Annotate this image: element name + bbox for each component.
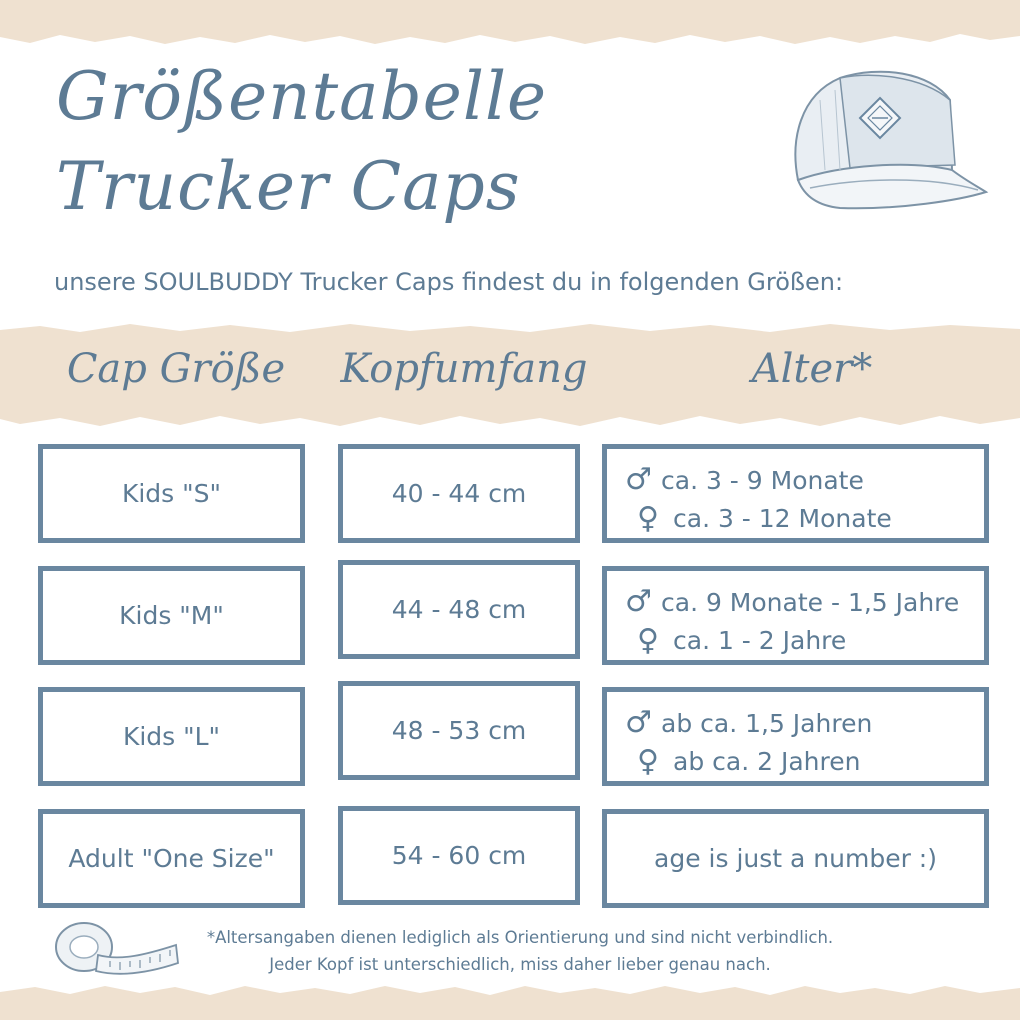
female-symbol-icon: ♀ (637, 743, 659, 779)
age-cell (602, 444, 989, 543)
title-line-2: Trucker Caps (56, 148, 521, 225)
circumference-cell: 44 - 48 cm (338, 560, 580, 659)
age-male-line (625, 704, 872, 743)
footnote-line-2: Jeder Kopf ist unterschiedlich, miss daher lieber genau nach. (269, 955, 771, 974)
age-male-line (625, 461, 864, 500)
size-cell: Kids "M" (38, 566, 305, 665)
male-symbol-icon: ♂ (625, 462, 652, 498)
column-header-age: Alter* (751, 346, 873, 392)
age-female-line (625, 743, 860, 782)
intro-subtitle: unsere SOULBUDDY Trucker Caps findest du in folgenden Größen: (54, 268, 844, 296)
age-male-text: ca. 9 Monate - 1,5 Jahre (661, 587, 960, 617)
age-female-text: ab ca. 2 Jahren (673, 747, 861, 777)
footnote-line-1: *Altersangaben dienen lediglich als Orientierung und sind nicht verbindlich. (206, 928, 834, 947)
age-male-text: ca. 3 - 9 Monate (661, 465, 864, 495)
page-title (56, 52, 547, 232)
age-male-text: ab ca. 1,5 Jahren (661, 708, 873, 738)
age-male-line (625, 583, 959, 622)
size-cell: Adult "One Size" (38, 809, 305, 908)
age-female-text: ca. 3 - 12 Monate (673, 504, 892, 534)
female-symbol-icon: ♀ (637, 500, 659, 536)
female-symbol-icon: ♀ (637, 622, 659, 658)
top-paper-strip (0, 0, 1020, 48)
circumference-cell: 40 - 44 cm (338, 444, 580, 543)
trucker-cap-illustration (780, 60, 995, 230)
male-symbol-icon: ♂ (625, 705, 652, 741)
column-header-circumference: Kopfumfang (340, 346, 588, 392)
age-female-line (625, 622, 846, 661)
title-line-1: Größentabelle (56, 58, 548, 135)
size-cell: Kids "L" (38, 687, 305, 786)
age-cell (602, 687, 989, 786)
column-header-size: Cap Größe (66, 346, 286, 392)
measuring-tape-icon (50, 915, 182, 977)
circumference-cell: 54 - 60 cm (338, 806, 580, 905)
age-female-line (625, 500, 892, 539)
male-symbol-icon: ♂ (625, 584, 652, 620)
size-cell: Kids "S" (38, 444, 305, 543)
age-female-text: ca. 1 - 2 Jahre (673, 626, 847, 656)
bottom-paper-strip (0, 984, 1020, 1020)
footnote (190, 924, 850, 978)
age-cell: age is just a number :) (602, 809, 989, 908)
circumference-cell: 48 - 53 cm (338, 681, 580, 780)
age-cell (602, 566, 989, 665)
